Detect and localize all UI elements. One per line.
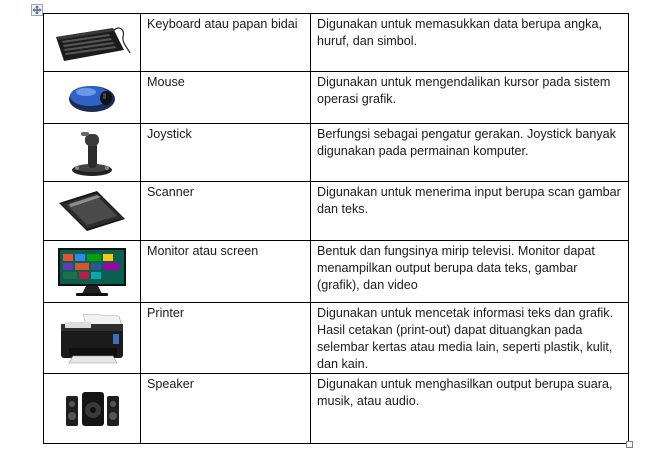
device-name: Printer [141, 303, 311, 374]
device-image-cell [44, 124, 141, 182]
table-row [44, 14, 629, 72]
device-description: Digunakan untuk mencetak informasi teks dan grafik. Hasil cetakan (print-out) dapat dituangkan pada selembar kertas atau media lain, seperti plastik, kulit, dan kain. [311, 303, 629, 374]
printer-icon [53, 310, 131, 366]
mouse-icon [66, 81, 118, 115]
device-name: Joystick [141, 124, 311, 182]
move-arrows-icon [32, 5, 42, 15]
device-description: Digunakan untuk mengendalikan kursor pada sistem operasi grafik. [311, 72, 629, 124]
speaker-icon [62, 388, 122, 430]
device-description: Berfungsi sebagai pengatur gerakan. Joystick banyak digunakan pada permainan komputer. [311, 124, 629, 182]
device-description: Digunakan untuk menghasilkan output berupa suara, musik, atau audio. [311, 374, 629, 444]
scanner-icon [57, 189, 127, 233]
device-name: Monitor atau screen [141, 241, 311, 303]
table-row [44, 303, 629, 374]
devices-table [43, 13, 629, 444]
monitor-icon [56, 246, 128, 298]
device-image-cell [44, 72, 141, 124]
device-image-cell [44, 241, 141, 303]
device-name: Speaker [141, 374, 311, 444]
device-description: Bentuk dan fungsinya mirip televisi. Monitor dapat menampilkan output berupa data teks, gambar (grafik), dan video [311, 241, 629, 303]
device-image-cell [44, 14, 141, 72]
table-row [44, 72, 629, 124]
table-row [44, 374, 629, 444]
device-description: Digunakan untuk memasukkan data berupa angka, huruf, dan simbol. [311, 14, 629, 72]
device-image-cell [44, 182, 141, 241]
device-name: Mouse [141, 72, 311, 124]
device-image-cell [44, 303, 141, 374]
table-resize-handle[interactable] [626, 441, 633, 448]
table-row [44, 182, 629, 241]
device-description: Digunakan untuk menerima input berupa scan gambar dan teks. [311, 182, 629, 241]
keyboard-icon [53, 23, 131, 63]
device-image-cell [44, 374, 141, 444]
table-row [44, 241, 629, 303]
device-name: Keyboard atau papan bidai [141, 14, 311, 72]
table-move-handle[interactable] [31, 4, 43, 16]
joystick-icon [67, 128, 117, 178]
table-row [44, 124, 629, 182]
device-name: Scanner [141, 182, 311, 241]
